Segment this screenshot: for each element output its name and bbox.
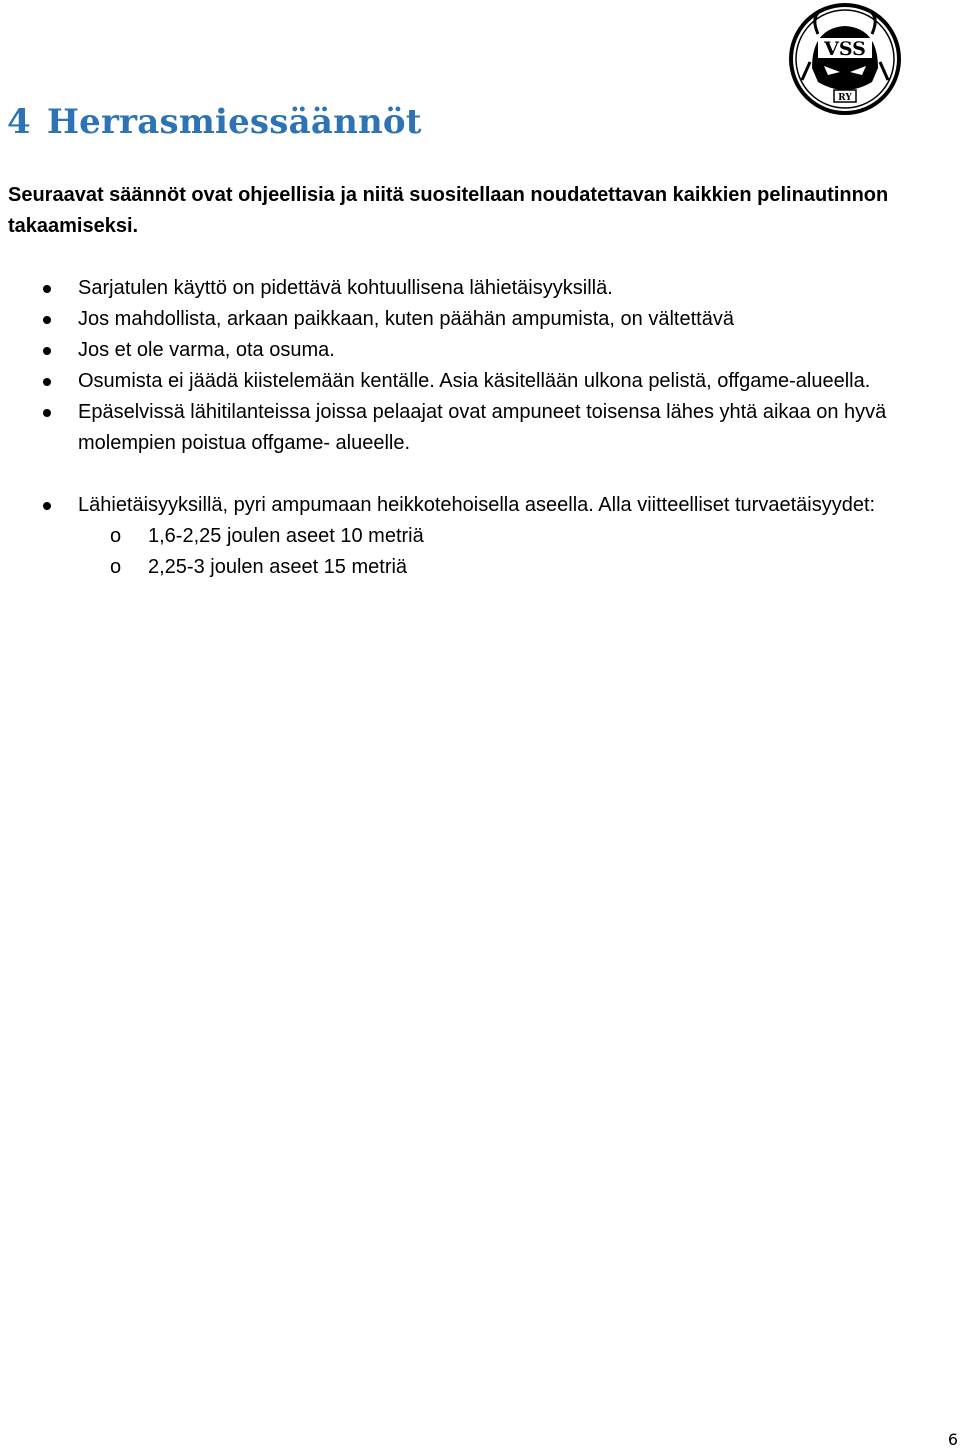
- bullet-icon: [43, 409, 51, 417]
- rule-text: Jos et ole varma, ota osuma.: [78, 339, 335, 361]
- rule-text: Lähietäisyyksillä, pyri ampumaan heikkotehoisella aseella. Alla viitteelliset turvaetäisyydet:: [78, 494, 876, 516]
- list-item: [0, 335, 960, 366]
- bullet-icon: [43, 285, 51, 293]
- section-number: 4: [7, 102, 31, 142]
- list-item: [0, 490, 960, 583]
- rule-text: Sarjatulen käyttö on pidettävä kohtuullisena lähietäisyyksillä.: [78, 277, 613, 299]
- page-number: 6: [947, 1430, 958, 1449]
- svg-text:RY: RY: [838, 93, 852, 103]
- section-heading: [7, 97, 422, 147]
- intro-paragraph: Seuraavat säännöt ovat ohjeellisia ja niitä suositellaan noudatettavan kaikkien pelinautinnon takaamiseksi.: [8, 184, 889, 237]
- distance-text: 1,6-2,25 joulen aseet 10 metriä: [148, 525, 424, 547]
- rule-text: Osumista ei jäädä kiistelemään kentälle. Asia käsitellään ulkona pelistä, offgame-alueella.: [78, 370, 871, 392]
- distance-text: 2,25-3 joulen aseet 15 metriä: [148, 556, 408, 578]
- section-title: Herrasmiessäännöt: [46, 102, 422, 142]
- list-item: [0, 366, 960, 397]
- bullet-icon: [43, 378, 51, 386]
- bullet-icon: [43, 347, 51, 355]
- distance-list: [78, 521, 948, 583]
- rules-list: [0, 273, 960, 583]
- svg-text:VSS: VSS: [824, 38, 866, 60]
- bullet-icon: [43, 316, 51, 324]
- rule-text: Jos mahdollista, arkaan paikkaan, kuten päähän ampumista, on vältettävä: [78, 308, 734, 330]
- distance-item: [78, 521, 948, 552]
- distance-item: [78, 552, 948, 583]
- circle-bullet-icon: o: [110, 556, 122, 578]
- rule-text: Epäselvissä lähitilanteissa joissa pelaajat ovat ampuneet toisensa lähes yhtä aikaa on hyvä molempien poistua offgame- alueelle.: [78, 401, 887, 454]
- circle-bullet-icon: o: [110, 525, 122, 547]
- list-item: [0, 273, 960, 304]
- list-item: [0, 304, 960, 335]
- vss-ry-logo: [788, 2, 902, 116]
- list-item: [0, 397, 960, 459]
- bullet-icon: [43, 502, 51, 510]
